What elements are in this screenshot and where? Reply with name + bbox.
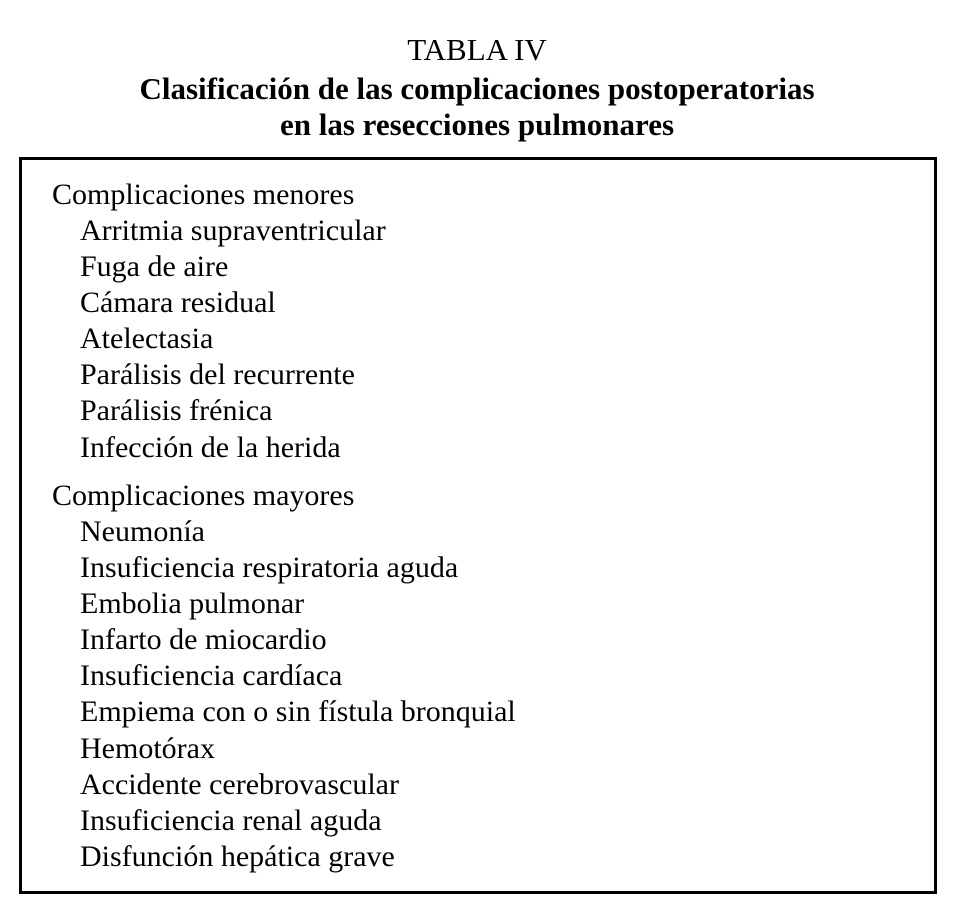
list-item: Cámara residual [80,286,276,320]
list-item: Empiema con o sin fístula bronquial [80,695,516,729]
list-item: Insuficiencia renal aguda [80,803,382,837]
list-item: Arritmia supraventricular [80,214,386,247]
list-item: Atelectasia [80,322,214,356]
list-item: Parálisis frénica [80,394,273,428]
table-title-line-2: en las resecciones pulmonares [279,107,675,142]
list-item: Infarto de miocardio [80,623,327,657]
list-item: Neumonía [80,515,205,548]
group-minor-complications [52,177,934,466]
list-item: Disfunción hepática grave [80,839,395,873]
table-title-line-1: Clasificación de las complicaciones postoperatorias [139,71,815,106]
list-item: Embolia pulmonar [80,587,305,621]
list-item: Hemotórax [80,731,215,765]
table-label: TABLA IV [407,32,547,67]
group-items [52,213,934,466]
table-title [0,71,954,143]
list-item: Parálisis del recurrente [80,358,355,392]
table-box [19,157,937,894]
list-item: Fuga de aire [80,250,229,284]
group-items [52,514,934,875]
list-item: Accidente cerebrovascular [80,767,399,801]
group-heading: Complicaciones mayores [52,479,355,512]
list-item: Infección de la herida [80,430,341,464]
list-item: Insuficiencia respiratoria aguda [80,551,459,585]
list-item: Insuficiencia cardíaca [80,659,343,693]
group-heading: Complicaciones menores [52,178,355,211]
group-major-complications [52,478,934,875]
